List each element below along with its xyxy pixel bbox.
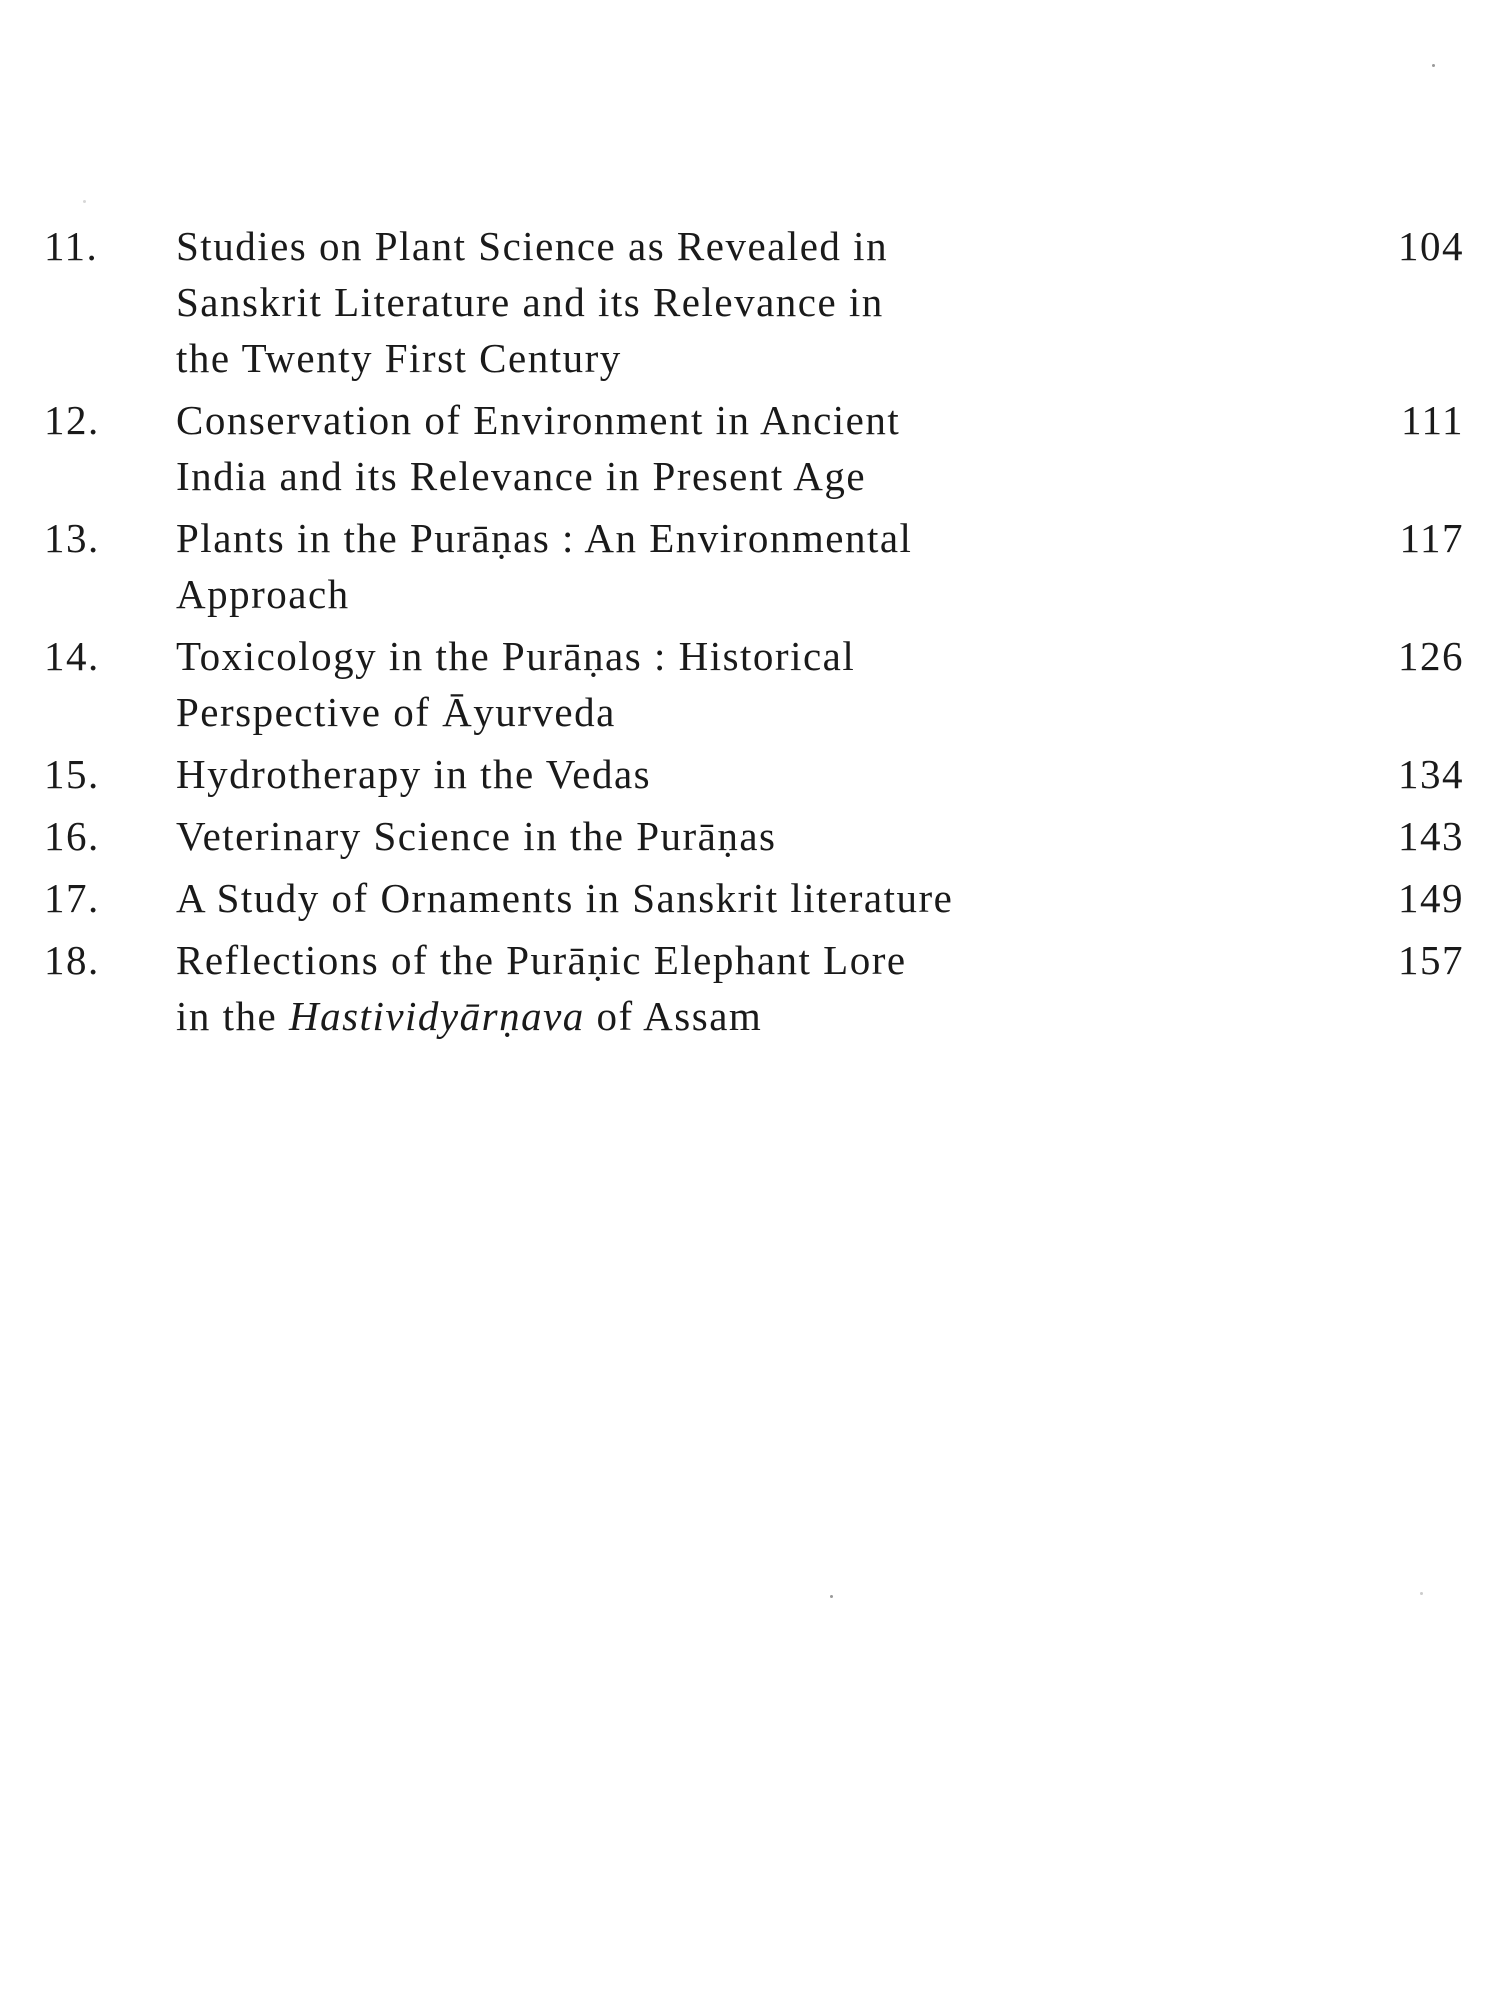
toc-entry-number: 11. <box>44 223 99 269</box>
toc-entry-number: 15. <box>44 751 100 797</box>
toc-entry-title-line: Plants in the Purāṇas : An Environmental <box>176 515 913 561</box>
toc-entry-title <box>176 870 1236 926</box>
toc-entry-title-line: Veterinary Science in the Purāṇas <box>176 813 777 859</box>
toc-entry-number: 16. <box>44 813 100 859</box>
toc-entry-page: 117 <box>1399 515 1464 561</box>
toc-entry-title <box>176 510 1236 622</box>
toc-entry-title-italic: Hastividyārṇava <box>288 993 585 1039</box>
toc-entry-title-line: Toxicology in the Purāṇas : Historical <box>176 633 856 679</box>
toc-entry-title <box>176 932 1236 1044</box>
toc-entry-13 <box>44 510 1464 622</box>
toc-entry-11 <box>44 218 1464 386</box>
toc-entry-title-line: Perspective of Āyurveda <box>176 689 616 735</box>
scan-speck <box>1420 1592 1423 1595</box>
toc-entry-title-line: the Twenty First Century <box>176 335 622 381</box>
toc-entry-number: 14. <box>44 633 100 679</box>
toc-entry-page: 126 <box>1398 633 1464 679</box>
toc-entry-15 <box>44 746 1464 802</box>
toc-entry-title-line: Reflections of the Purāṇic Elephant Lore <box>176 937 907 983</box>
toc-entry-title-line <box>176 988 1236 1044</box>
toc-entry-12 <box>44 392 1464 504</box>
toc-entry-title <box>176 746 1236 802</box>
toc-entry-title-line: India and its Relevance in Present Age <box>176 453 867 499</box>
toc-entry-17 <box>44 870 1464 926</box>
toc-entry-title <box>176 392 1236 504</box>
toc-entry-page: 149 <box>1398 875 1464 921</box>
table-of-contents <box>44 218 1464 1050</box>
toc-entry-title-text: in the <box>176 993 289 1039</box>
toc-entry-page: 134 <box>1398 751 1464 797</box>
toc-entry-16 <box>44 808 1464 864</box>
toc-entry-18 <box>44 932 1464 1044</box>
toc-entry-page: 157 <box>1398 937 1464 983</box>
scan-speck <box>1432 64 1435 67</box>
toc-entry-title <box>176 218 1236 386</box>
toc-entry-number: 12. <box>44 397 100 443</box>
toc-entry-title-line: A Study of Ornaments in Sanskrit literature <box>176 875 954 921</box>
toc-entry-number: 13. <box>44 515 100 561</box>
toc-entry-title-text: of Assam <box>584 993 763 1039</box>
toc-entry-number: 18. <box>44 937 100 983</box>
toc-entry-title <box>176 808 1236 864</box>
toc-entry-page: 143 <box>1398 813 1464 859</box>
toc-entry-title-line: Sanskrit Literature and its Relevance in <box>176 279 884 325</box>
toc-entry-number: 17. <box>44 875 100 921</box>
toc-entry-title-line: Conservation of Environment in Ancient <box>176 397 901 443</box>
toc-entry-page: 104 <box>1398 223 1464 269</box>
toc-entry-title-line: Hydrotherapy in the Vedas <box>176 751 652 797</box>
toc-entry-page: 111 <box>1401 397 1464 443</box>
toc-entry-14 <box>44 628 1464 740</box>
scan-speck <box>83 200 86 203</box>
scan-speck <box>830 1595 833 1598</box>
toc-entry-title-line: Approach <box>176 571 350 617</box>
toc-entry-title <box>176 628 1236 740</box>
toc-entry-title-line: Studies on Plant Science as Revealed in <box>176 223 889 269</box>
